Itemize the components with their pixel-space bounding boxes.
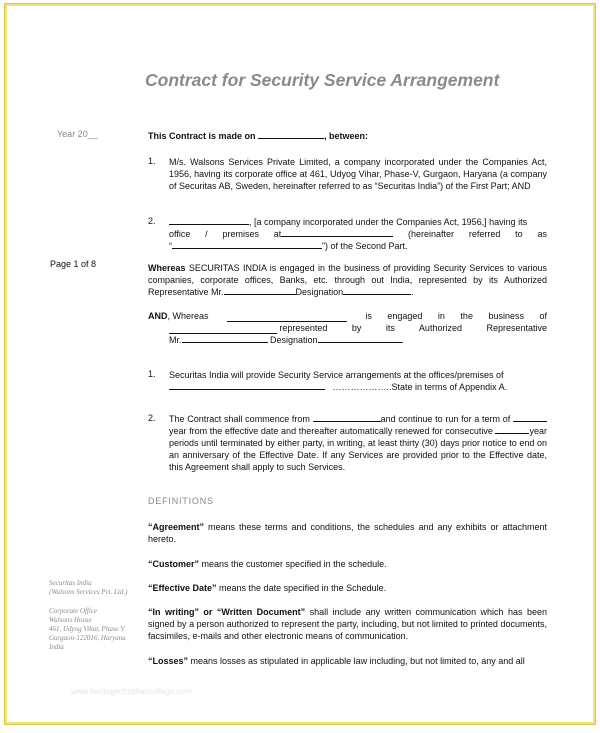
clause2-text: The Contract shall commence from and continue to run for a term of year from the effective date and thereafter automatically renewed for consecutive year periods until terminated by either party, in writing, at least thirty (30) days prior notice to end on an anniversary of the Effective Date. If any Services are provided prior to the Effective date, this Agreement shall apply to such Services. — [169, 414, 547, 472]
clause2-number: 2. — [148, 413, 156, 423]
definition-in-writing: “In writing” or “Written Document” shall include any written communication which has been signed by a person authorized to represent the party, including, but not limited to printed documents, facsimiles, e-mails and other electronic means of communication. — [148, 607, 547, 641]
document-title: Contract for Security Service Arrangement — [145, 70, 500, 90]
whereas-customer: AND, Whereas is engaged in the business of represented by its Authorized Representative Mr. Designation . — [148, 311, 547, 345]
definition-customer: “Customer” means the customer specified in the schedule. — [148, 559, 387, 569]
contract-intro: This Contract is made on , between: — [148, 131, 369, 141]
clause1-text: Securitas India will provide Security Service arrangements at the offices/premises of ………………..State in terms of Appendix A. — [169, 370, 508, 392]
watermark: www.heritagechristiancollege.com — [71, 687, 192, 696]
year-label: Year 20__ — [57, 129, 98, 139]
party1-text: M/s. Walsons Services Private Limited, a company incorporated under the Companies Act, 1956, having its corporate office at 461, Udyog Vihar, Phase-V, Gurgaon, Haryana (a company of Securitas AB, Sweden, hereinafter referred to as “Securitas India”) of the First Part; AND — [169, 157, 547, 191]
party1-number: 1. — [148, 156, 156, 166]
document-page — [4, 3, 596, 725]
date-blank — [258, 130, 324, 139]
side-address-note: Corporate Office Walsons House 461, Udyog Vihar, Phase V Gurgaon-122016, Haryana India — [49, 607, 126, 651]
definition-agreement: “Agreement” means these terms and conditions, the schedules and any exhibits or attachment hereto. — [148, 522, 547, 544]
party2-text: , [a company incorporated under the Companies Act, 1956,] having its office / premises at (hereinafter referred to as “ ”) of the Second Part. — [169, 217, 547, 251]
party2-number: 2. — [148, 216, 156, 226]
definition-effective-date: “Effective Date” means the date specified in the Schedule. — [148, 583, 387, 593]
definitions-heading: DEFINITIONS — [148, 496, 214, 506]
definition-losses: “Losses” means losses as stipulated in applicable law including, but not limited to, any and all — [148, 656, 525, 666]
whereas-securitas: Whereas SECURITAS INDIA is engaged in the business of providing Security Services to various companies, corporate offices, Banks, etc. through out India, represented by its Authorized Representative Mr. Designation . — [148, 263, 547, 297]
clause1-number: 1. — [148, 369, 156, 379]
side-company-note: Securitas India (Walsons Services Pvt. Ltd.) — [49, 579, 128, 596]
page-indicator: Page 1 of 8 — [50, 259, 97, 269]
